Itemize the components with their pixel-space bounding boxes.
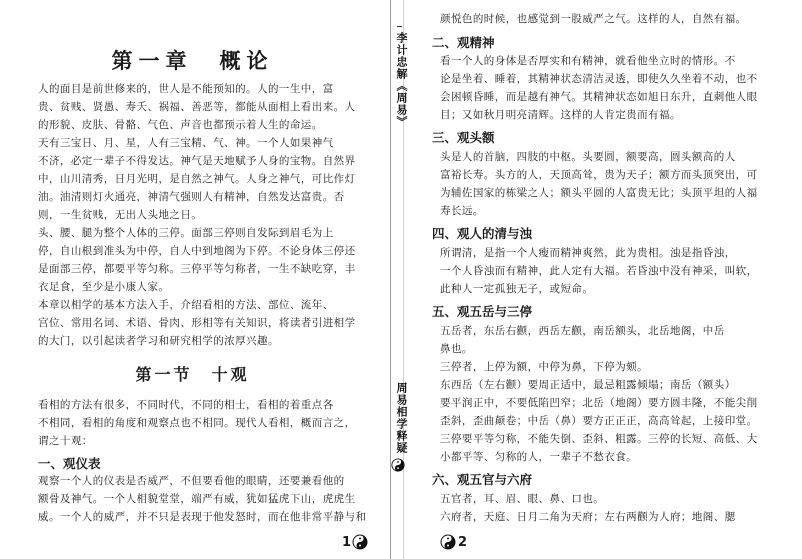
- section-line: 不相同，看相的角度和观察点也不相同。现代人看相，概而言之，: [38, 417, 356, 429]
- body-line: 三停者，上停为额，中停为鼻，下停为颏。: [440, 361, 649, 373]
- body-line: 头是人的首脑，四肢的中枢。头要圆，额要高，圆头额高的人: [440, 151, 736, 163]
- page-number: 2: [458, 535, 468, 550]
- heading-five-organs: 六、观五官与六府: [432, 472, 533, 487]
- intro-line: 停，自山根到准头为中停，自人中到地阁为下停。不论身体三停还: [38, 245, 356, 257]
- body-line: 额骨及神气。一个人相貌堂堂，端严有威，犹如猛虎下山，虎虎生: [38, 493, 356, 505]
- left-page: [0, 0, 385, 559]
- intro-line: 则，一生贫贱，无出人头地之日。: [38, 209, 203, 221]
- body-line: 寿长远。: [440, 205, 484, 217]
- body-line: 所谓清，是指一个人瘦而精神爽然，此为贵相。浊是指昏浊，: [440, 247, 736, 259]
- right-page: [410, 0, 802, 559]
- heading-spirit: 二、观精神: [432, 35, 495, 50]
- body-line: 论是坐着、睡着，其精神状态清洁灵透，即使久久坐着不动，也不: [440, 73, 758, 85]
- yin-yang-icon: [440, 534, 456, 550]
- intro-line: 的大门，以引起读者学习和研究相学的浓厚兴趣。: [38, 335, 279, 347]
- running-header-series-title: 周易相学释疑: [395, 382, 408, 454]
- intro-line: 油。油清则灯火通亮，神清气强则人有精神，自然发达富贵。否: [38, 191, 345, 203]
- section-title: 第一节 十观: [135, 365, 250, 384]
- intro-line: 中，山川清秀，日月光明，是自然之神气。人身之神气，可比作灯: [38, 173, 356, 185]
- section-line: 看相的方法有很多，不同时代，不同的相士，看相的着重点各: [38, 399, 334, 411]
- body-line: 六府者，天庭、日月二角为天府；左右两颧为人府；地阁、腮: [440, 511, 736, 523]
- intro-line: 衣足食，至少是小康人家。: [38, 281, 170, 293]
- body-line: 歪斜，歪曲颠卷；中岳（鼻）要方正正正，高高耸起，上接印堂。: [440, 415, 758, 427]
- intro-line: 本章以相学的基本方法入手，介绍看相的方法、部位、流年、: [38, 299, 334, 311]
- intro-line: 贵、贫贱、贤愚、寿夭、祸福、善恶等，都能从面相上看出来。人: [38, 101, 356, 113]
- page-number: 1: [342, 535, 352, 550]
- body-line: 目；又如秋月明亮清辉。这样的人肯定贵而有福。: [440, 109, 681, 121]
- body-line: 三停要平等匀称，不能失倒、歪斜、粗露。三停的长短、高低、大: [440, 433, 758, 445]
- body-line: 看一个人的身体是否厚实和有精神，就看他坐立时的情形。不: [440, 55, 736, 67]
- heading-five-peaks: 五、观五岳与三停: [432, 304, 533, 319]
- section-line: 谓之十观：: [38, 435, 93, 447]
- body-line: 此种人一定孤独无子，或短命。: [440, 283, 594, 295]
- body-line: 威。一个人的威严，并不只是表现于他发怒时，而在他非常平静与和: [38, 511, 367, 523]
- intro-line: 头、腰、腿为整个人体的三停。面部三停则自发际到眉毛为上: [38, 227, 334, 239]
- intro-line: 的形貌、皮肤、骨骼、气色、声音也都预示着人生的命运。: [38, 119, 323, 131]
- body-line: 一个人昏浊而有精神，此人定有大福。若昏浊中没有神采，叫软，: [440, 265, 758, 277]
- intro-line: 不济，必定一辈子不得发达。神气是天地赋予人身的宝物。自然界: [38, 155, 356, 167]
- body-line: 会困顿昏睡，而是越有神气。其精神状态如旭日东升，直刺他人眼: [440, 91, 758, 103]
- intro-line: 宫位、常用名词、术语、骨肉、形相等有关知识，将读者引进相学: [38, 317, 356, 329]
- body-line: 东西岳（左右颧）要周正适中，最忌粗露倾塌；南岳（额头）: [440, 379, 736, 391]
- body-line: 为辅佐国家的栋梁之人；额头平圆的人富贵无比；头顶平坦的人福: [440, 187, 758, 199]
- heading-clear-turbid: 四、观人的清与浊: [432, 226, 533, 241]
- yin-yang-icon: [391, 458, 405, 472]
- intro-line: 天有三宝日、月、星，人有三宝精、气、神。一个人如果神气: [38, 137, 334, 149]
- intro-line: 是面部三停，都要平等匀称。三停平等匀称者，一生不缺吃穿，丰: [38, 263, 356, 275]
- body-line: 要平润正中，不要低陷凹窄；北岳（地阁）要方圆丰隆，不能尖削: [440, 397, 758, 409]
- body-line: 观察一个人的仪表是否威严，不但要看他的眼睛，还要兼看他的: [38, 475, 345, 487]
- header-rule: [397, 26, 402, 27]
- body-line: 五官者，耳、眉、眼、鼻、口也。: [440, 493, 605, 505]
- intro-line: 人的面目是前世修来的，世人是不能预知的。人的一生中，富: [38, 83, 334, 95]
- yin-yang-icon: [352, 534, 368, 550]
- body-line: 五岳者，东岳右颧，西岳左颧，南岳额头，北岳地阁，中岳: [440, 325, 725, 337]
- heading-head-forehead: 三、观头额: [432, 130, 495, 145]
- body-line: 颜悦色的时候，也感觉到一股威严之气。这样的人，自然有福。: [440, 13, 747, 25]
- body-line: 富裕长寿。头方的人，天顶高耸，贵为天子；额方而头顶突出，可: [440, 169, 758, 181]
- heading-appearance: 一、观仪表: [38, 456, 101, 471]
- body-line: 小都平等、匀称的人，一辈子不愁衣食。: [440, 451, 638, 463]
- running-header-book-title: 李计忠解《周易》: [395, 32, 408, 128]
- body-line: 鼻也。: [440, 343, 473, 355]
- chapter-title: 第一章 概论: [111, 49, 274, 73]
